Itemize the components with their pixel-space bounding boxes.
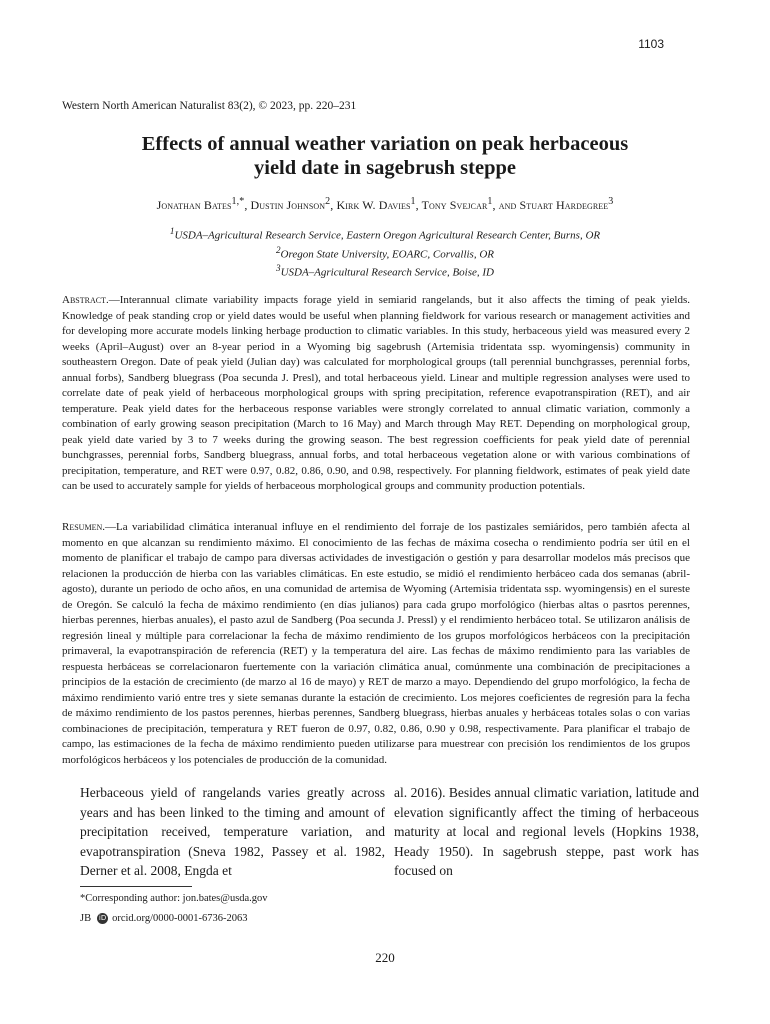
author-separator: , (415, 198, 422, 212)
footnote-corresponding-author: *Corresponding author: jon.bates@usda.gov (80, 893, 268, 904)
resumen-text: —La variabilidad climática interanual influye en el rendimiento del forraje de los pastizales semiáridos, pero también afecta al momento en que alcanzan su rendimiento máximo. El conocimiento de las fechas de máxima cosecha o rendimiento podría ser útil en el momento de planificar el trabajo de campo para diversas actividades de investigación o gestión y para desarrollar modelos más precisos que relacionen la producción de hierba con las variables climáticas. En este estudio, se midió el rendimiento herbáceo cada dos semanas (abril-agosto), durante un periodo de ocho años, en una comunidad de artemisa de Wyoming (Artemisia tridentata ssp. wyomingensis) en el sureste de Oregón. Se calculó la fecha de máximo rendimiento (en días julianos) para cada grupo morfológico (hierbas altas o pasrtos perennes, hierbas perennes, hierbas anuales), el pasto azul de Sandberg (Poa secunda J. Pressl) y el rendimiento herbáceo total. Se utilizaron análisis de regresión lineal y múltiple para correlacionar la fecha de máximo rendimiento de los grupos morfológicos herbáceos con la precipitación primaveral, la evapotranspiración de referencia (RET) y la temperatura del aire. Las fechas de máximo rendimiento para las variables de respuesta herbáceas se correlacionaron fuertemente con la variación climática anual, comúnmente una combinación de precipitaciones a principios de la estación de crecimiento (de marzo al 16 de mayo) y RET de marzo a mayo. Dependiendo del grupo morfológico, la fecha de máximo rendimiento varió entre tres y siete semanas durante la estación de crecimiento. Los mejores coeficientes de regresión para la fecha de máximo rendimiento de los pastos perennes, hierbas perennes, Sandberg bluegrass, hierbas anuales y herbáceas totales solas o con varias combinaciones de precipitación, temperatura y RET fueron de 0.97, 0.82, 0.86, 0.90 y 0.98, respectivamente. Para planificar el trabajo de campo, las estimaciones de la fecha de máximo rendimiento pueden utilizarse para muestrear con precisión los rendimientos de los grupos morfológicos herbáceos y los potenciales de producción de la comunidad. (62, 521, 690, 766)
author-affiliation-marker: 1,* (231, 196, 245, 207)
affiliation-marker: 2 (275, 244, 281, 255)
paper-title (0, 132, 770, 180)
journal-citation: Western North American Naturalist 83(2), © 2023, pp. 220–231 (62, 100, 357, 112)
affiliation (0, 243, 770, 262)
author-affiliation-marker: 1 (410, 196, 416, 207)
abstract-text: —Interannual climate variability impacts forage yield in semiarid rangelands, but it also affects the timing of peak yields. Knowledge of peak standing crop or yield dates would be useful when planning fieldwork for various research or management activities and for developing more accurate models linking herbage production to climatic variables. In this study, herbaceous yield was measured every 2 weeks (April–August) over an 8-year period in a Wyoming big sagebrush (Artemisia tridentata ssp. wyomingensis) community in southeastern Oregon. Date of peak yield (Julian day) was calculated for morphological groups (tall perennial bunchgrasses, perennial forbs, annual forbs), Sandberg bluegrass (Poa secunda J. Presl), and total herbaceous yield. Linear and multiple regression analyses were used to correlate date of peak yield of herbaceous morphological groups with spring precipitation, reference evapotranspiration (RET), and air temperature. Peak yield dates for the herbaceous response variables were strongly correlated to annual climatic variation, commonly a combination of early growing season precipitation (March to 16 May) and March through May RET. Depending on morphological group, peak yield date varied by 3 to 7 weeks during the growing season. The best regression coefficients for peak yield date of perennial bunchgrasses, perennial forbs, Sandberg bluegrass, annual forbs, and total herbaceous vegetation alone or with various combinations of precipitation, temperature, and RET were 0.97, 0.82, 0.86, 0.90, and 0.98, respectively. For planning fieldwork, estimates of peak yield date can be used to accurately sample for yields of herbaceous morphological groups and community production potentials. (62, 294, 690, 492)
author-affiliation-marker: 2 (325, 196, 331, 207)
author-list (0, 196, 770, 213)
author-name: Tony Svejcar (421, 198, 488, 212)
affiliation-list (0, 224, 770, 280)
author-affiliation-marker: 3 (608, 196, 614, 207)
author-name: Kirk W. Davies (336, 198, 411, 212)
affiliation-marker: 1 (169, 226, 175, 236)
author-separator: , and (492, 198, 520, 212)
affiliation (0, 224, 770, 243)
title-line-1: Effects of annual weather variation on peak herbaceous (141, 133, 629, 155)
author-name: Stuart Hardegree (519, 198, 609, 212)
page-number: 220 (375, 950, 395, 965)
affiliation-text: USDA–Agricultural Research Service, Boise, ID (280, 266, 494, 279)
resumen-lead: Resumen. (62, 521, 105, 533)
page-stamp-number: 1103 (638, 37, 664, 51)
footnote-rule (80, 886, 192, 887)
author-name: Dustin Johnson (250, 198, 326, 212)
orcid-initials: JB (80, 913, 92, 924)
affiliation-marker: 3 (275, 263, 281, 274)
orcid-icon: iD (98, 914, 107, 923)
affiliation (0, 261, 770, 280)
abstract-lead: Abstract. (62, 294, 109, 306)
affiliation-text: USDA–Agricultural Research Service, Eastern Oregon Agricultural Research Center, Burns, OR (174, 229, 601, 242)
abstract (62, 293, 690, 495)
affiliation-text: Oregon State University, EOARC, Corvallis, OR (280, 248, 495, 261)
author-separator: , (244, 198, 251, 212)
body-column-right: al. 2016). Besides annual climatic variation, latitude and elevation significantly affect the timing of herbaceous maturity at local and regional levels (Hopkins 1938, Heady 1950). In sagebrush steppe, past work has focused on (394, 785, 699, 878)
body-column-left: Herbaceous yield of rangelands varies greatly across years and has been linked to the timing and amount of precipitation received, temperature variation, and evapotranspiration (Sneva 1982, Passey et al. 1982, Derner et al. 2008, Engda et (80, 785, 385, 878)
author-affiliation-marker: 1 (487, 196, 493, 207)
author-name: Jonathan Bates (156, 198, 232, 212)
author-separator: , (330, 198, 337, 212)
title-line-2: yield date in sagebrush steppe (254, 157, 516, 179)
orcid-link[interactable]: orcid.org/0000-0001-6736-2063 (112, 913, 248, 924)
resumen (62, 520, 690, 768)
footnote-orcid (80, 913, 248, 924)
